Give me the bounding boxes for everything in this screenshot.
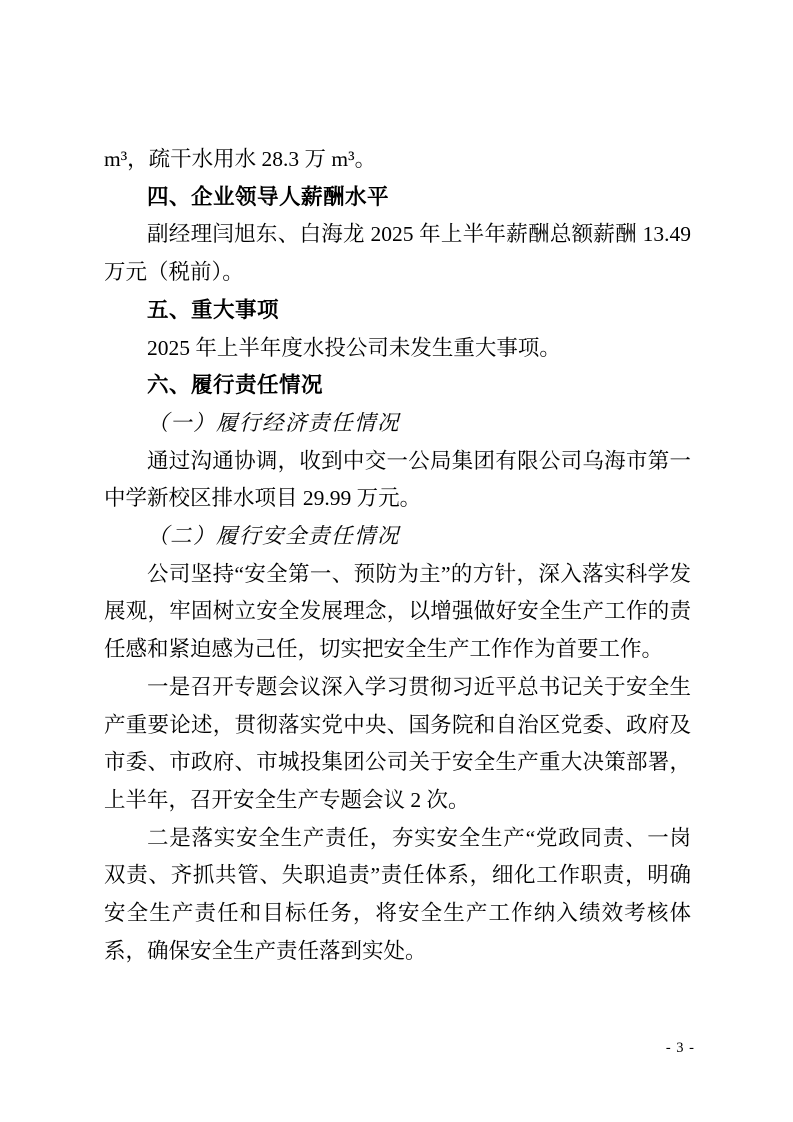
- body-paragraph: 一是召开专题会议深入学习贯彻习近平总书记关于安全生产重要论述，贯彻落实党中央、国务院和自治区党委、政府及市委、市政府、市城投集团公司关于安全生产重大决策部署，上半年，召开安全生产专题会议 2 次。: [104, 674, 691, 812]
- page-number: - 3 -: [665, 1040, 695, 1056]
- body-paragraph: 二是落实安全生产责任，夯实安全生产“党政同责、一岗双责、齐抓共管、失职追责”责任体系，细化工作职责，明确安全生产责任和目标任务，将安全生产工作纳入绩效考核体系，确保安全生产责任落到实处。: [104, 825, 691, 963]
- section-heading-4: 四、企业领导人薪酬水平: [147, 184, 390, 209]
- sub-section-heading-2: （二）履行安全责任情况: [147, 524, 401, 549]
- body-paragraph: 通过沟通协调，收到中交一公局集团有限公司乌海市第一中学新校区排水项目 29.99 万元。: [104, 448, 691, 511]
- body-paragraph: 公司坚持“安全第一、预防为主”的方针，深入落实科学发展观，牢固树立安全发展理念，以增强做好安全生产工作的责任感和紧迫感为己任，切实把安全生产工作作为首要工作。: [104, 561, 691, 662]
- document-body: [104, 141, 691, 970]
- body-paragraph: 2025 年上半年度水投公司未发生重大事项。: [147, 335, 561, 360]
- body-paragraph: 副经理闫旭东、白海龙 2025 年上半年薪酬总额薪酬 13.49 万元（税前）。: [104, 222, 691, 285]
- paragraph-continuation: m³，疏干水用水 28.3 万 m³。: [104, 147, 377, 171]
- section-heading-6: 六、履行责任情况: [147, 373, 324, 398]
- section-heading-5: 五、重大事项: [147, 297, 280, 322]
- sub-section-heading-1: （一）履行经济责任情况: [147, 410, 401, 435]
